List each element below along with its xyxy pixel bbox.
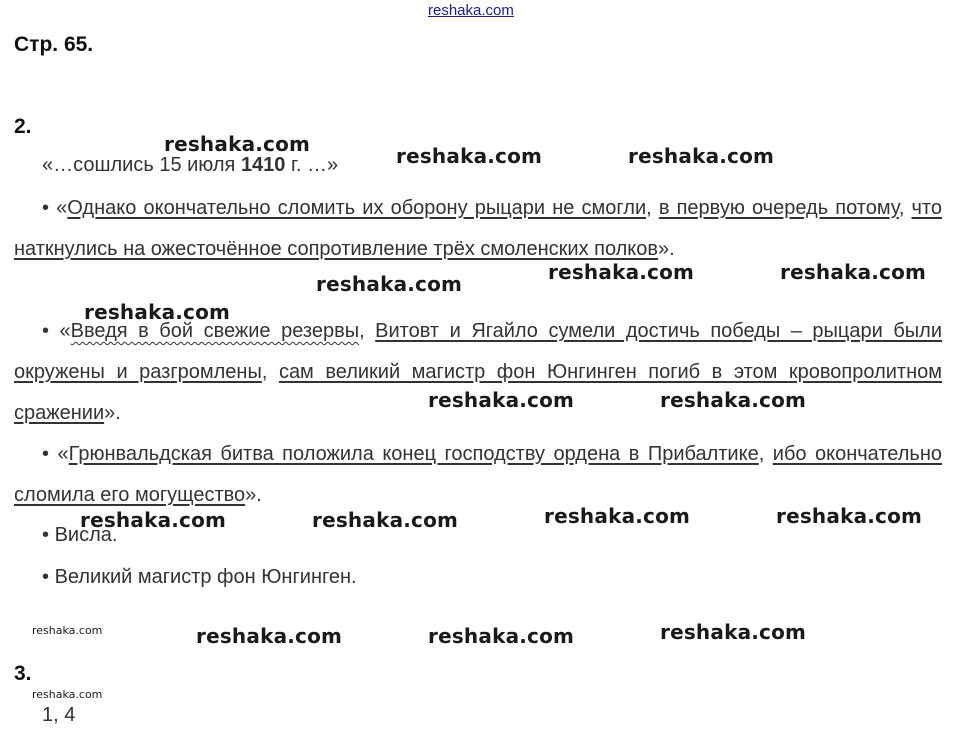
p1-close: ». [658, 238, 675, 260]
page-title: Стр. 65. [14, 33, 94, 56]
answer-line-2 [42, 557, 357, 598]
watermark: reshaka.com [84, 300, 231, 324]
watermark: reshaka.com [428, 388, 575, 412]
quote-year: 1410 [240, 154, 286, 176]
p2-close: ». [104, 402, 121, 424]
p2-comma2: , [261, 361, 279, 383]
p1-clause-2: в первую очередь потому [658, 197, 899, 219]
p1-comma2: , [898, 197, 912, 219]
watermark: reshaka.com [80, 508, 227, 532]
quote-suffix: г. …» [285, 154, 339, 176]
bullet: • [42, 524, 50, 546]
watermark: reshaka.com [548, 260, 695, 284]
section-3-number: 3. [14, 662, 32, 685]
p1-open: « [56, 197, 68, 219]
watermark: reshaka.com [428, 624, 575, 648]
watermark: reshaka.com [544, 504, 691, 528]
bullet: • [42, 443, 50, 465]
watermark-small: reshaka.com [32, 624, 103, 637]
watermark: reshaka.com [660, 388, 807, 412]
p3-open: « [57, 443, 69, 465]
watermark: reshaka.com [316, 272, 463, 296]
p2-participle-clause: Введя в бой свежие резервы [70, 320, 360, 342]
watermark-small: reshaka.com [32, 688, 103, 701]
watermark: reshaka.com [312, 508, 459, 532]
watermark: reshaka.com [164, 132, 311, 156]
watermark: reshaka.com [776, 504, 923, 528]
site-link[interactable]: reshaka.com [428, 2, 514, 19]
bullet: • [42, 197, 50, 219]
p3-clause-2: ибо окончательно сломила его могущество [14, 443, 943, 506]
bullet: • [42, 566, 50, 588]
answer-2: Великий магистр фон Юнгинген. [54, 566, 357, 588]
paragraph-1 [14, 188, 942, 270]
section-3-answer: 1, 4 [42, 704, 76, 726]
p3-clause-1: Грюнвальдская битва положила конец господству ордена в Прибалтике [68, 443, 759, 465]
watermark: reshaka.com [628, 144, 775, 168]
p1-comma1: , [646, 197, 659, 219]
quote-prefix: «…сошлись 15 июля [42, 154, 241, 176]
p1-subject-clause: Однако окончательно сломить их оборону рыцари не смогли [67, 197, 647, 219]
bullet: • [42, 320, 50, 342]
answer-1: Висла. [54, 524, 118, 546]
p2-open: « [59, 320, 71, 342]
watermark: reshaka.com [660, 620, 807, 644]
paragraph-2 [14, 311, 942, 434]
p1-clause-3: что наткнулись на ожесточённое сопротивление трёх смоленских полков [14, 197, 942, 260]
p3-comma1: , [758, 443, 773, 465]
watermark: reshaka.com [396, 144, 543, 168]
watermark: reshaka.com [780, 260, 927, 284]
section-2-number: 2. [14, 115, 32, 138]
p2-clause-3: сам великий магистр фон Юнгинген погиб в этом кровопролитном сражении [14, 361, 942, 424]
p2-clause-2: Витовт и Ягайло сумели достичь победы – рыцари были окружены и разгромлены [14, 320, 942, 383]
p2-comma1: , [359, 320, 376, 342]
watermark: reshaka.com [196, 624, 343, 648]
p3-close: ». [245, 484, 262, 506]
